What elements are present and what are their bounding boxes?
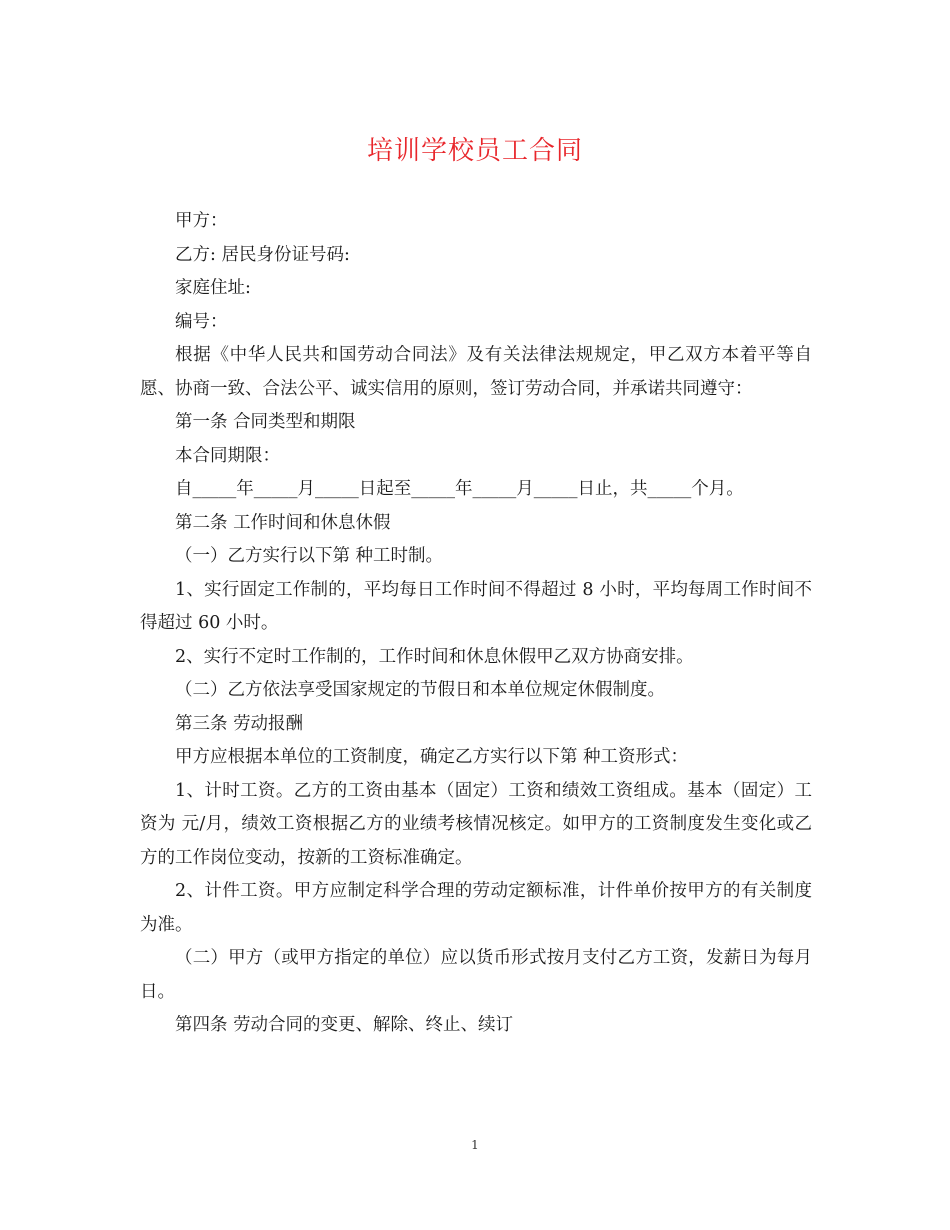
party-a-line: 甲方： — [175, 211, 228, 231]
article-4-heading: 第四条 劳动合同的变更、解除、终止、续订 — [175, 1015, 514, 1035]
page-number: 1 — [471, 1138, 479, 1152]
flexible-work-hours-clause: 2、实行不定时工作制的，工作时间和休息休假甲乙双方协商安排。 — [175, 646, 694, 667]
piece-wage-clause: 2、计件工资。甲方应制定科学合理的劳动定额标准，计件单价按甲方的有关制度为准。 — [140, 881, 812, 935]
article-1-heading: 第一条 合同类型和期限 — [175, 412, 356, 432]
party-b-line: 乙方: 居民身份证号码: — [175, 244, 350, 265]
work-hours-system: （一）乙方实行以下第 种工时制。 — [175, 546, 444, 566]
wage-form-clause: 甲方应根据本单位的工资制度，确定乙方实行以下第 种工资形式： — [175, 747, 689, 767]
article-3-heading: 第三条 劳动报酬 — [175, 713, 304, 734]
holiday-clause: （二）乙方依法享受国家规定的节假日和本单位规定休假制度。 — [175, 680, 665, 700]
preamble-paragraph: 根据《中华人民共和国劳动合同法》及有关法律法规规定，甲乙双方本着平等自愿、协商一致、合法公平、诚实信用的原则，签订劳动合同，并承诺共同遵守： — [140, 345, 812, 399]
document-title: 培训学校员工合同 — [366, 136, 583, 166]
document-body — [140, 205, 812, 1043]
home-address-line: 家庭住址: — [175, 278, 251, 298]
time-wage-clause: 1、计时工资。乙方的工资由基本（固定）工资和绩效工资组成。基本（固定）工资为 元/月，绩效工资根据乙方的业绩考核情况核定。如甲方的工资制度发生变化或乙方的工作岗位变动，按新的工资标准确定。 — [140, 780, 812, 868]
article-2-heading: 第二条 工作时间和休息休假 — [175, 512, 391, 533]
contract-term-label: 本合同期限： — [175, 445, 280, 466]
fixed-work-hours-clause: 1、实行固定工作制的，平均每日工作时间不得超过 8 小时，平均每周工作时间不得超过 60 小时。 — [140, 579, 812, 633]
payday-clause: （二）甲方（或甲方指定的单位）应以货币形式按月支付乙方工资，发薪日为每月 日。 — [140, 948, 812, 1002]
contract-number-line: 编号： — [175, 311, 228, 332]
contract-term-dates: 自_____年_____月_____日起至_____年_____月_____日止，共_____个月。 — [175, 479, 744, 499]
